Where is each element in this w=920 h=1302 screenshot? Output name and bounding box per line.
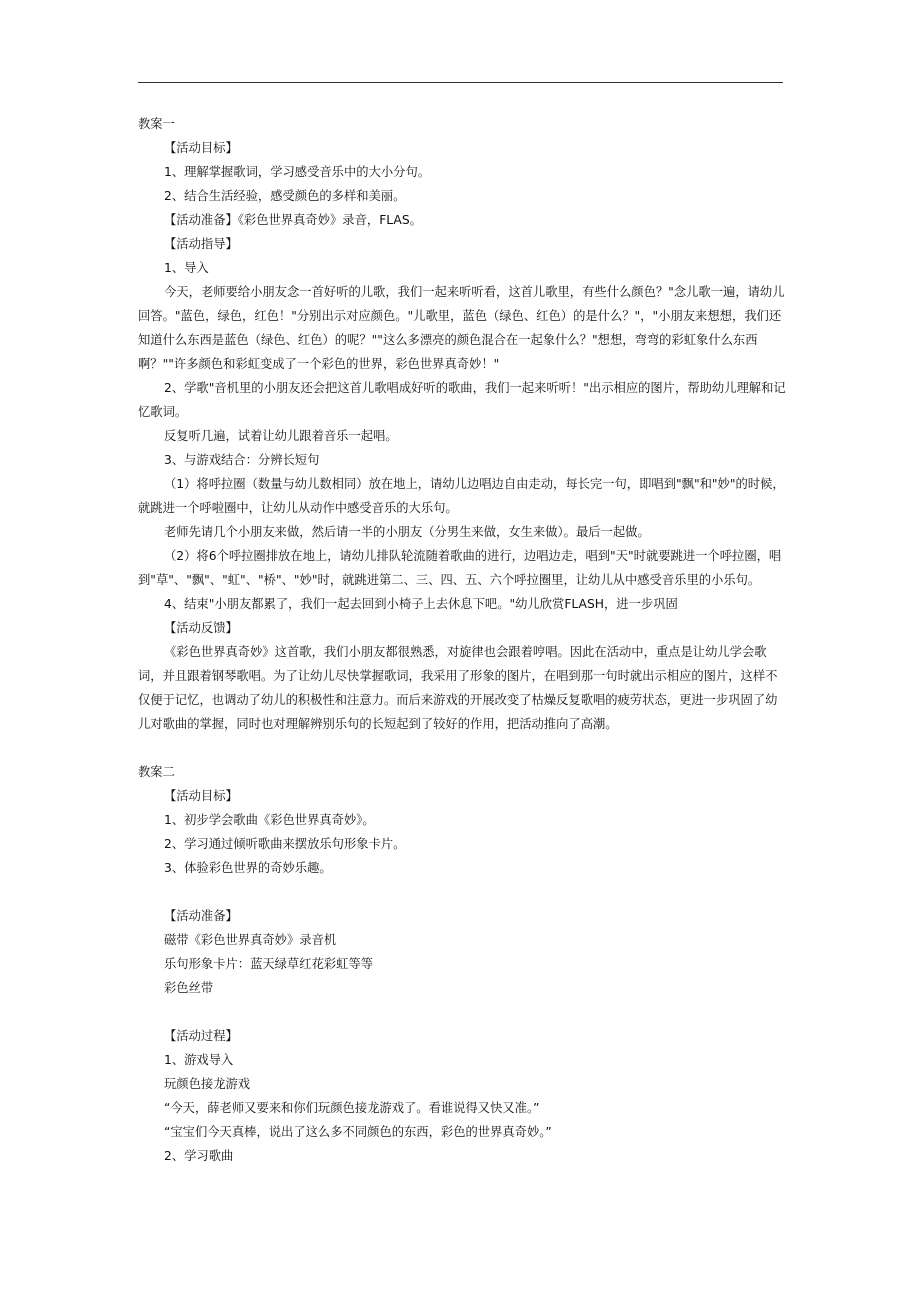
lesson2-process-heading: 【活动过程】 [164, 1029, 238, 1043]
lesson1-repeat: 反复听几遍，试着让幼儿跟着音乐一起唱。 [164, 429, 398, 443]
lesson1-goal-2: 2、结合生活经验，感受颜色的多样和美丽。 [164, 189, 406, 203]
section-gap [138, 880, 788, 904]
lesson2-goal-1: 1、初步学会歌曲《彩色世界真奇妙》。 [164, 813, 375, 827]
section-gap [138, 1000, 788, 1024]
lesson1-prep: 【活动准备】《彩色世界真奇妙》录音，FLAS。 [164, 213, 422, 227]
lesson2-step-2: 2、学习歌曲 [164, 1149, 234, 1163]
lesson1-step-2: 2、学歌"音机里的小朋友还会把这首儿歌唱成好听的歌曲，我们一起来听听！"出示相应的图片，帮助幼儿理解和记忆歌词。 [138, 381, 786, 419]
lesson1-step-3: 3、与游戏结合：分辨长短句 [164, 453, 320, 467]
lesson1-intro-paragraph: 今天，老师要给小朋友念一首好听的儿歌，我们一起来听听看，这首儿歌里，有些什么颜色？"念儿歌一遍，请幼儿回答。"蓝色，绿色，红色！"分别出示对应颜色。"儿歌里，蓝色（绿色、红色）的是什么？"，"小朋友来想想，我们还知道什么东西是蓝色（绿色、红色）的呢？""这么多漂亮的颜色混合在一起象什么？"想想，弯弯的彩虹象什么东西啊？""许多颜色和彩虹变成了一个彩色的世界，彩色世界真奇妙！" [138, 285, 785, 371]
lesson1-game-2: （2）将6个呼拉圈排放在地上，请幼儿排队轮流随着歌曲的进行，边唱边走，唱到"天"时就要跳进一个呼拉圈，唱到"草"、"飘"、"虹"、"桥"、"妙"时，就跳进第二、三、四、五、六个呼拉圈里，让幼儿从中感受音乐里的小乐句。 [138, 549, 782, 587]
lesson1-step-4: 4、结束"小朋友都累了，我们一起去回到小椅子上去休息下吧。"幼儿欣赏FLASH，进一步巩固 [164, 597, 678, 611]
lesson1-feedback-paragraph: 《彩色世界真奇妙》这首歌，我们小朋友都很熟悉，对旋律也会跟着哼唱。因此在活动中，重点是让幼儿学会歌词，并且跟着钢琴歌唱。为了让幼儿尽快掌握歌词，我采用了形象的图片，在唱到那一句时就出示相应的图片，这样不仅便于记忆，也调动了幼儿的积极性和注意力。而后来游戏的开展改变了枯燥反复歌唱的疲劳状态，更进一步巩固了幼儿对歌曲的掌握，同时也对理解辨别乐句的长短起到了较好的作用，把活动推向了高潮。 [138, 645, 778, 731]
lesson2-game: 玩颜色接龙游戏 [164, 1077, 251, 1091]
lesson2-prep-3: 彩色丝带 [164, 981, 214, 995]
lesson2-goal-3: 3、体验彩色世界的奇妙乐趣。 [164, 861, 332, 875]
header-rule [138, 82, 783, 83]
lesson1-goal-heading: 【活动目标】 [164, 141, 238, 155]
lesson1-goal-1: 1、理解掌握歌词，学习感受音乐中的大小分句。 [164, 165, 431, 179]
lesson1-title: 教案一 [138, 117, 175, 131]
lesson2-prep-1: 磁带《彩色世界真奇妙》录音机 [164, 933, 337, 947]
lesson1-game-1: （1）将呼拉圈（数量与幼儿数相同）放在地上，请幼儿边唱边自由走动，每长完一句，即唱到"飘"和"妙"的时候，就跳进一个呼啦圈中，让幼儿从动作中感受音乐的大乐句。 [138, 477, 785, 515]
lesson2-prep-2: 乐句形象卡片：蓝天绿草红花彩虹等等 [164, 957, 374, 971]
lesson2-quote-2: “宝宝们今天真棒，说出了这么多不同颜色的东西，彩色的世界真奇妙。” [164, 1125, 552, 1139]
lesson2-step-1: 1、游戏导入 [164, 1053, 234, 1067]
lesson2-goal-heading: 【活动目标】 [164, 789, 238, 803]
lesson2-title: 教案二 [138, 765, 175, 779]
lesson1-step-1: 1、导入 [164, 261, 209, 275]
section-gap [138, 736, 788, 760]
lesson2-goal-2: 2、学习通过倾听歌曲来摆放乐句形象卡片。 [164, 837, 406, 851]
lesson2-quote-1: “今天，薛老师又要来和你们玩颜色接龙游戏了。看谁说得又快又准。” [164, 1101, 540, 1115]
lesson1-feedback-heading: 【活动反馈】 [164, 621, 238, 635]
lesson2-prep-heading: 【活动准备】 [164, 909, 238, 923]
lesson1-teacher: 老师先请几个小朋友来做，然后请一半的小朋友（分男生来做，女生来做）。最后一起做。 [164, 525, 650, 539]
document-body [138, 112, 788, 1168]
lesson1-guide-heading: 【活动指导】 [164, 237, 238, 251]
